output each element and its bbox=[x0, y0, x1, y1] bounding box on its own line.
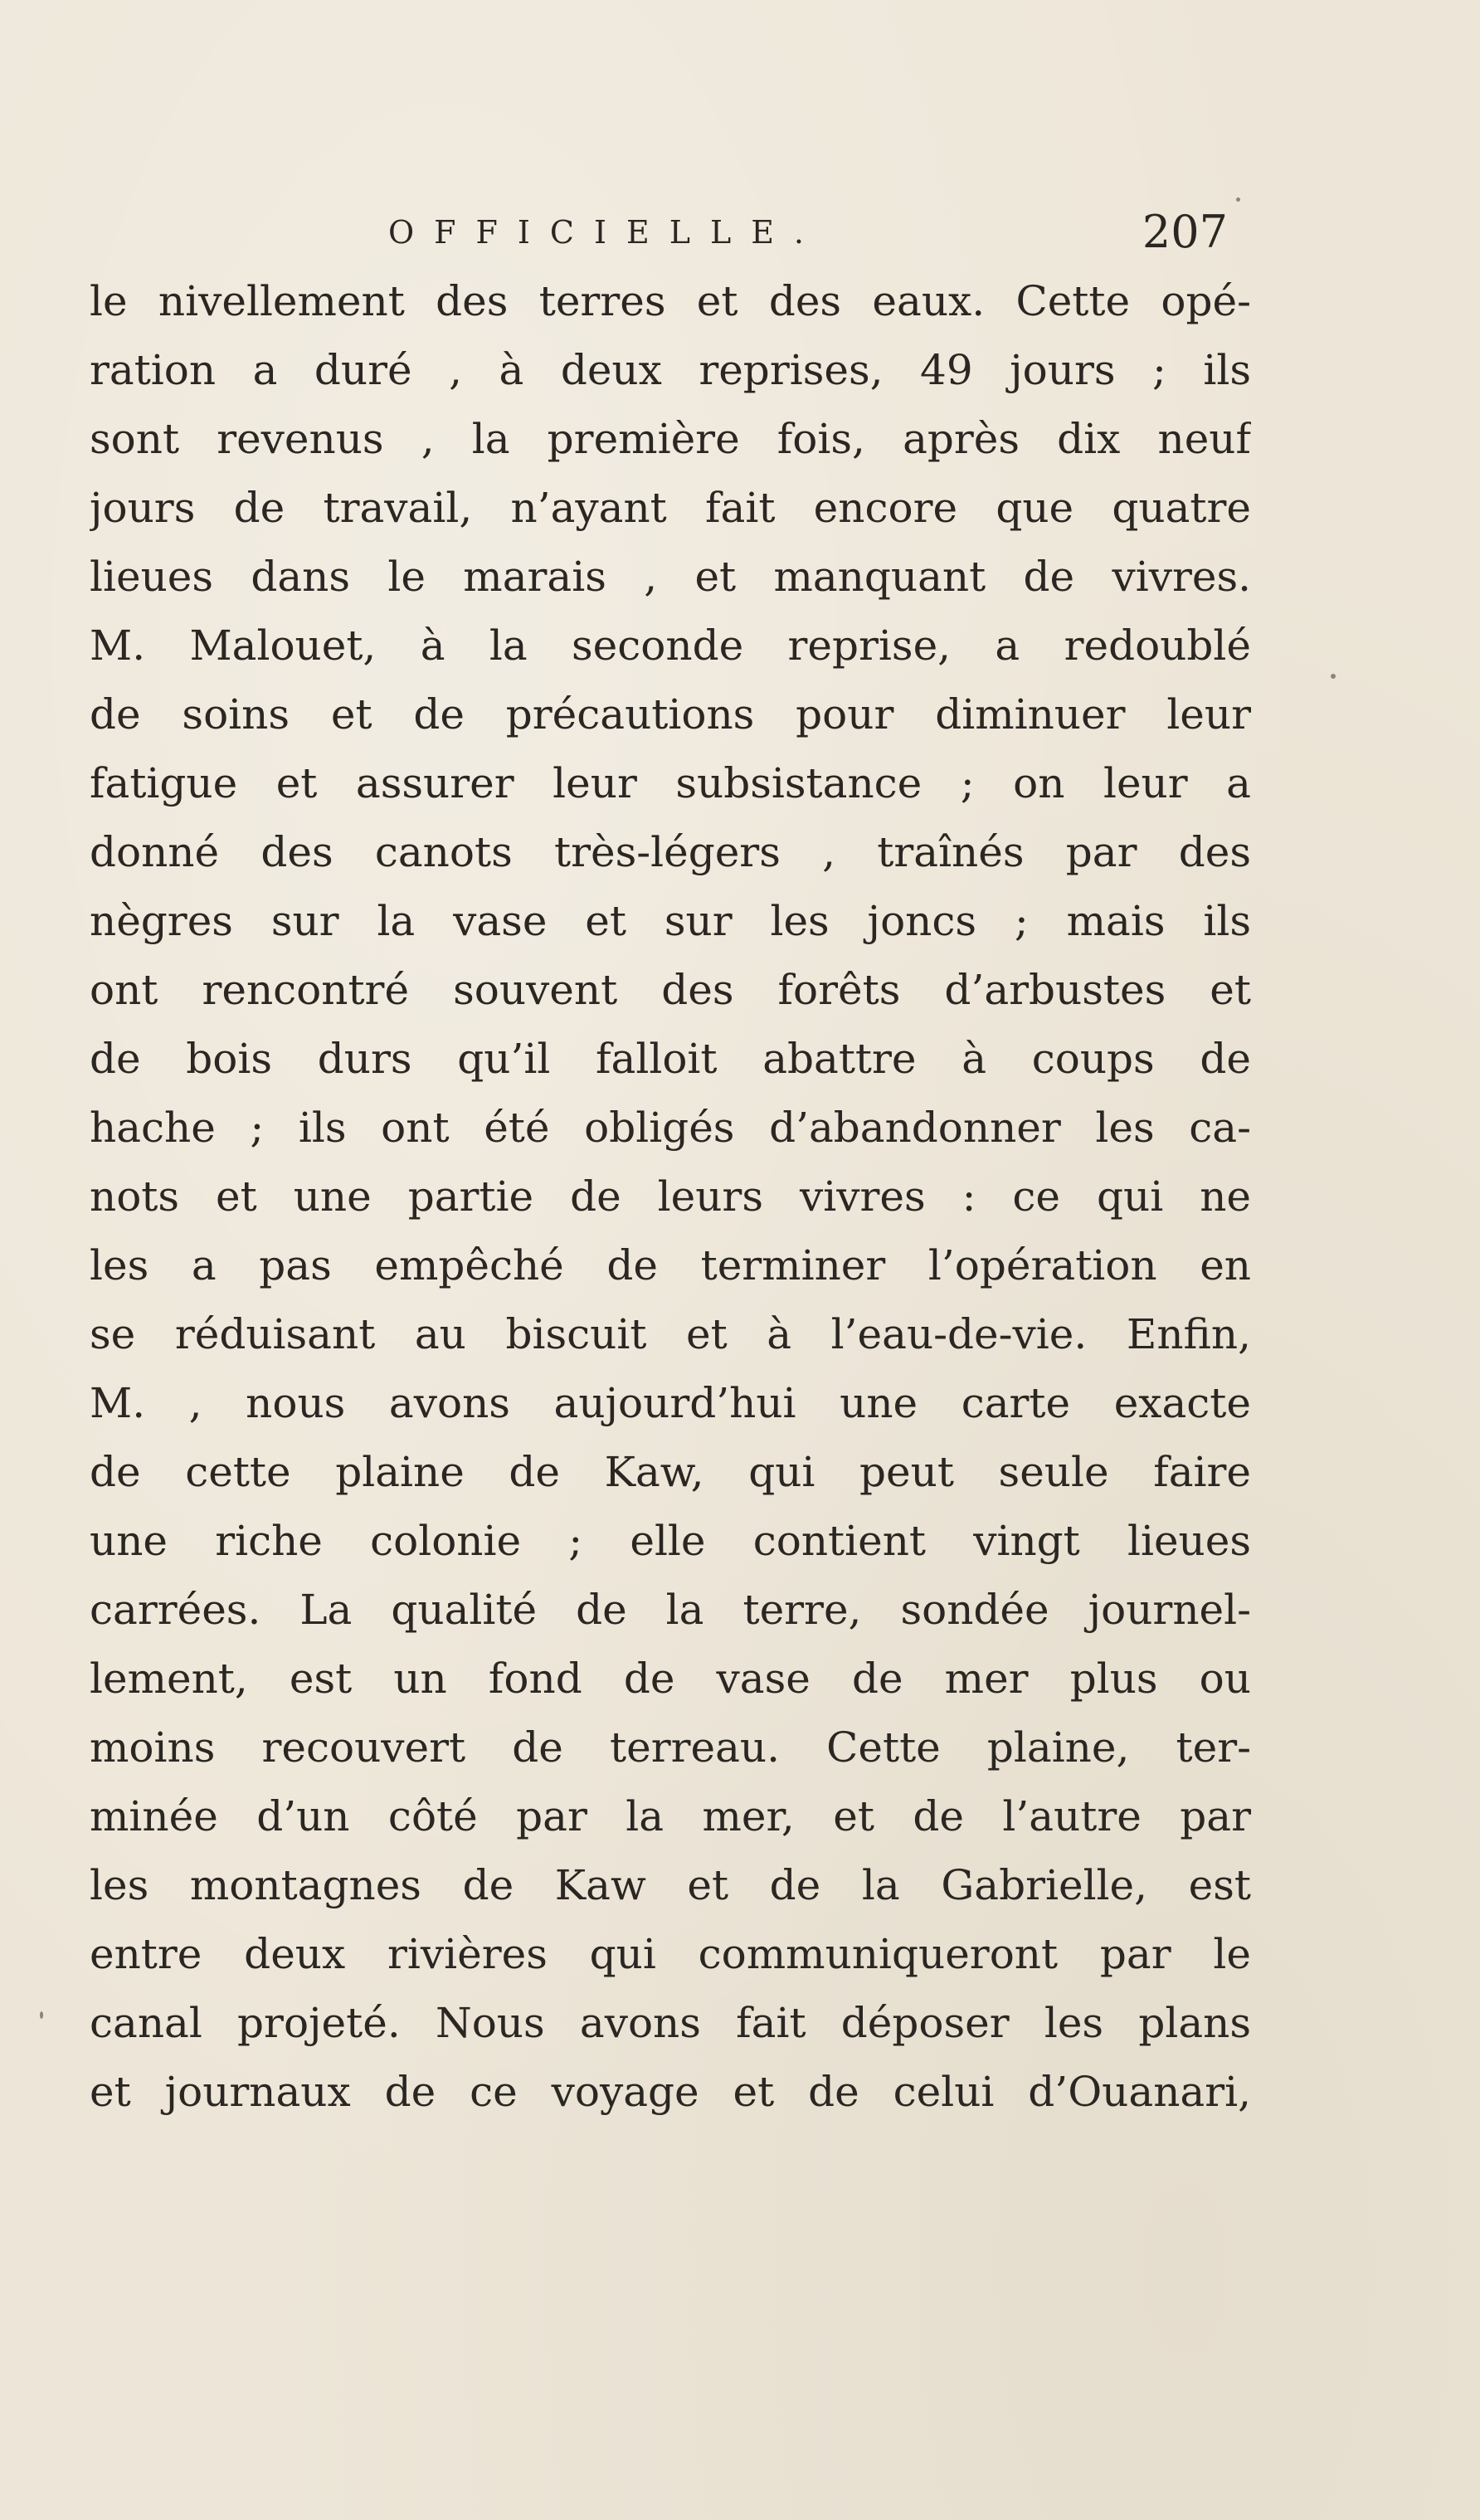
text-line: ration a duré , à deux reprises, 49 jours ; ils bbox=[90, 346, 1251, 394]
text-line: nègres sur la vase et sur les joncs ; mais ils bbox=[90, 897, 1251, 945]
text-line: sont revenus , la première fois, après dix neuf bbox=[90, 415, 1251, 463]
text-line: entre deux rivières qui communiqueront par le bbox=[90, 1930, 1251, 1978]
text-line: une riche colonie ; elle contient vingt lieues bbox=[90, 1517, 1251, 1565]
text-line: canal projeté. Nous avons fait déposer les plans bbox=[90, 1999, 1251, 2047]
text-line: de soins et de précautions pour diminuer leur bbox=[90, 690, 1251, 738]
text-line: lieues dans le marais , et manquant de vivres. bbox=[90, 553, 1251, 601]
text-line: fatigue et assurer leur subsistance ; on leur a bbox=[90, 759, 1251, 807]
paper-speck bbox=[1331, 674, 1336, 679]
text-line: donné des canots très-légers , traînés par des bbox=[90, 828, 1251, 876]
text-line: M. Malouet, à la seconde reprise, a redoublé bbox=[90, 621, 1251, 670]
text-line: les a pas empêché de terminer l’opération en bbox=[90, 1241, 1251, 1289]
page-header bbox=[100, 199, 1228, 266]
paper-speck bbox=[1236, 197, 1240, 202]
running-title: OFFICIELLE. bbox=[388, 214, 825, 251]
text-line: M. , nous avons aujourd’hui une carte exacte bbox=[90, 1379, 1251, 1427]
text-line: carrées. La qualité de la terre, sondée journel- bbox=[90, 1586, 1251, 1634]
paper-speck bbox=[40, 2011, 43, 2019]
body-text bbox=[90, 267, 1251, 2127]
text-line: minée d’un côté par la mer, et de l’autre par bbox=[90, 1792, 1251, 1840]
text-line: se réduisant au biscuit et à l’eau-de-vie. Enfin, bbox=[90, 1310, 1251, 1358]
text-line: de bois durs qu’il falloit abattre à coups de bbox=[90, 1035, 1251, 1083]
text-line: le nivellement des terres et des eaux. Cette opé- bbox=[90, 277, 1251, 325]
text-line: nots et une partie de leurs vivres : ce qui ne bbox=[90, 1172, 1251, 1221]
page-number: 207 bbox=[1142, 206, 1228, 258]
text-line: hache ; ils ont été obligés d’abandonner les ca- bbox=[90, 1104, 1251, 1152]
text-line: les montagnes de Kaw et de la Gabrielle, est bbox=[90, 1861, 1251, 1909]
text-line: jours de travail, n’ayant fait encore que quatre bbox=[90, 484, 1251, 532]
text-line: moins recouvert de terreau. Cette plaine, ter- bbox=[90, 1723, 1251, 1772]
text-line: lement, est un fond de vase de mer plus ou bbox=[90, 1655, 1251, 1703]
text-line: ont rencontré souvent des forêts d’arbustes et bbox=[90, 966, 1251, 1014]
text-line: de cette plaine de Kaw, qui peut seule faire bbox=[90, 1448, 1251, 1496]
text-line: et journaux de ce voyage et de celui d’Ouanari, bbox=[90, 2068, 1251, 2116]
